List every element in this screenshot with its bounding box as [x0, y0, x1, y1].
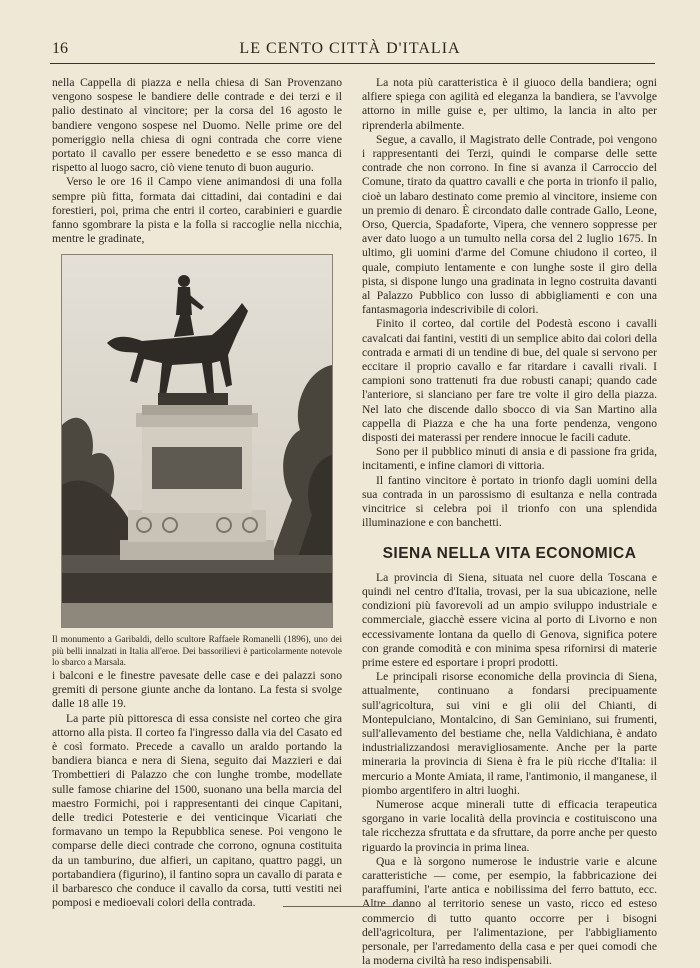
- paragraph: i balconi e le finestre pavesate delle case e dei palazzi sono gremiti di persone giunte anche da lontano. La festa si svolge dalle 18 alle 19.: [52, 668, 342, 711]
- left-column: [52, 76, 342, 910]
- garibaldi-monument-illustration: [62, 255, 332, 627]
- page-number: 16: [52, 40, 68, 57]
- header-rule: [50, 63, 655, 64]
- photo-caption: Il monumento a Garibaldi, dello scultore Raffaele Romanelli (1896), uno dei più belli innalzati in Italia all'eroe. Dei bassorilievi è particolarmente notevole lo sbarco a Marsala.: [52, 634, 342, 668]
- paragraph: La parte più pittoresca di essa consiste nel corteo che gira attorno alla pista. Il corteo fa l'ingresso dalla via del Casato ed è così formato. Precede a cavallo un araldo portando la bandiera bianca e nera di Siena, seguito dai Mazzieri e dai Trombettieri di Palazzo che con lunghe trombe, modellate sulle famose chiarine del 1500, suonano una bella marcia del maestro Formichi, poi i rappresentanti dei cinque Capitani, delle tredici Potesterie e dei venticinque Vicariati che formavano un tempo la Repubblica senese. Poi vengono le comparse delle dieci contrade che corrono, ognuna costituita da un tamburino, due alfieri, un capitano, quattro paggi, un portabandiera (figurino), il fantino sopra un cavallo di parata e il barbaresco che conduce il cavallo da corsa, tutti vestiti nei pomposi e medioevali colori della contrada.: [52, 711, 342, 910]
- paragraph: Qua e là sorgono numerose le industrie varie e alcune caratteristiche — come, per esempio, la fabbricazione dei paraffumini, l'arte antica e nobilissima del ferro battuto, ecc. Altre danno al territorio senese un vasto, ricco ed esteso commercio di tutto quanto occorre per i bisogni dell'agricoltura, per l'alimentazione, per l'abbigliamento personale, per l'arredamento della casa e per quei comodi che la moderna civiltà ha reso indispensabili.: [362, 854, 657, 968]
- paragraph: Numerose acque minerali tutte di efficacia terapeutica sgorgano in varie località della provincia e costituiscono una tale ricchezza sfruttata e da sfruttare, da porre anche per questo riguardo la provincia in prima linea.: [362, 797, 657, 854]
- paragraph: La nota più caratteristica è il giuoco della bandiera; ogni alfiere spiega con agilità ed eleganza la bandiera, se l'avvolge attorno in mille guise e, per ultimo, la lancia in alto per riprenderla abilmente.: [362, 76, 657, 132]
- right-column: [362, 76, 657, 968]
- paragraph: Il fantino vincitore è portato in trionfo dagli uomini della sua contrada in un parossismo di esultanza e nella contrada vincitrice si celebra poi il trionfo con una splendida illuminazione e con banchetti.: [362, 473, 657, 530]
- section-heading: SIENA NELLA VITA ECONOMICA: [382, 544, 637, 562]
- paragraph: Verso le ore 16 il Campo viene animandosi di una folla sempre più fitta, formata dai cittadini, dai contadini e dai forestieri, poi, prima che entri il corteo, carabinieri e guardie fanno sgombrare la pista e la folla si raccoglie nella nicchia, mentre le gradinate,: [52, 175, 342, 246]
- paragraph: nella Cappella di piazza e nella chiesa di San Provenzano vengono sospese le bandiere delle contrade e dei terzi e il palio destinato al vincitore; per la corsa del 16 agosto le bandiere vengono sospese nel Duomo. Nelle prime ore del pomeriggio nella chiesa di ogni contrada che corre viene portato il cavallo per essere benedetto e se esso manca di rispetto al luogo sacro, ciò viene tenuto di buon augurio.: [52, 76, 342, 175]
- paragraph: Finito il corteo, dal cortile del Podestà escono i cavalli cavalcati dai fantini, vestiti di un semplice abito dai colori della contrada e armati di un tendine di bue, del quale si servono per eccitare il proprio cavallo e far ritardare i cavalli rivali. I campioni sono trattenuti fra due robusti canapi; quando cade l'anteriore, si slanciano per fare tre volte il giro della piazza. Nel lato che discende dallo sbocco di via San Martino alla cappella di Piazza e che ha una forte pendenza, vengono disposti dei materassi per rendere innocue le facili cadute.: [362, 317, 657, 445]
- paragraph: Le principali risorse economiche della provincia di Siena, attualmente, continuano a fondarsi precipuamente sull'agricoltura, sui vini e gli olii del Chianti, di Montepulciano, Montalcino, di San Geminiano, sui frumenti, sull'allevamento del bestiame che, nella Valdichiana, è andato industrializzandosi meravigliosamente. Anche per la parte mineraria la provincia di Siena è fra le più ricche d'Italia: il mercurio a Monte Amiata, il rame, l'antimonio, il manganese, il piombo argentifero in altri luoghi.: [362, 670, 657, 797]
- paragraph: Segue, a cavallo, il Magistrato delle Contrade, poi vengono i rappresentanti dei Terzi, quindi le comparse delle sette contrade che non corrono. In fine si avanza il Carroccio del Comune, tirato da quattro cavalli e che porta in trionfo il palio, cioè un labaro destinato come premio al vincitore, insieme con un premio di denaro. È circondato dalle contrade Gallo, Leone, Orso, Quercia, Spadaforte, Vipera, che vennero soppresse per aver dato luogo a un tumulto nella corsa del 2 luglio 1675. In ultimo, gli uomini d'arme del Comune chiudono il corteo, il quale, compiuto lentamente e con lunghe soste il giro della pista, si dispone lungo una gradinata in legno costruita davanti al Palazzo Pubblico con lusso di abbigliamenti e con una fantasmagoria indescrivibile di colori.: [362, 132, 657, 317]
- paragraph: La provincia di Siena, situata nel cuore della Toscana e quindi nel centro d'Italia, trovasi, per la sua ubicazione, nelle condizioni più favorevoli ad un ampio sviluppo industriale e commerciale, giacchè essere vicina al porto di Livorno e non eccessivamente lontana da quello di Genova, significa potere con grande comodità e con minima spesa rifornirsi di materie prime estere ed esportare i propri prodotti.: [362, 570, 657, 669]
- paragraph: Sono per il pubblico minuti di ansia e di passione fra grida, incitamenti, e infine clamori di vittoria.: [362, 445, 657, 473]
- running-title: LE CENTO CITTÀ D'ITALIA: [239, 40, 461, 57]
- footer-rule: [283, 906, 413, 907]
- monument-photo: [61, 254, 333, 628]
